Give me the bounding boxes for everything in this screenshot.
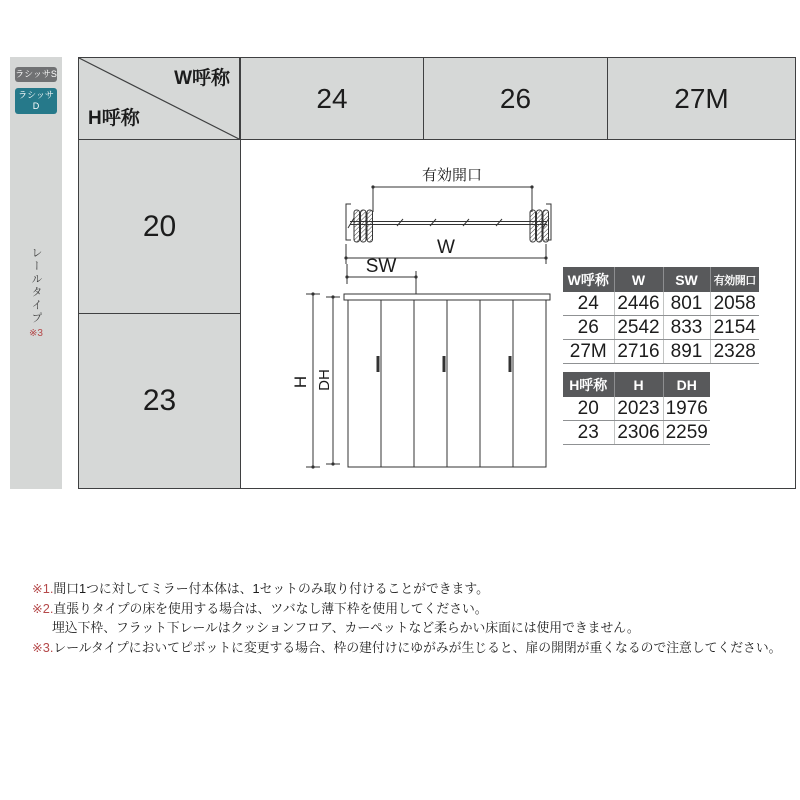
w-table-header: 有効開口 [710,267,759,292]
footnote-marker: ※3. [32,639,54,655]
table-cell: 26 [563,316,614,340]
matrix-row-20: 20 [78,139,241,314]
series-badge-lasissa-d[interactable]: ラシッサD [15,88,57,114]
table-cell: 2446 [614,292,663,316]
w-table-header: W [614,267,663,292]
matrix-row-23: 23 [78,313,241,489]
door-handle-icon [509,356,512,372]
elevation-view [306,292,550,468]
door-handle-icon [443,356,446,372]
table-cell: 2154 [710,316,759,340]
series-badge-lasissa-s[interactable]: ラシッサS [15,67,57,82]
footnote-2-continued [32,618,792,638]
table-cell: 833 [663,316,710,340]
w-spec-table [563,267,759,364]
footnote-text: 直張りタイプの床を使用する場合は、ツバなし薄下枠を使用してください。 [53,600,488,616]
footnote-3 [32,638,792,658]
footnote-text: レールタイプにおいてピボットに変更する場合、枠の建付けにゆがみが生じると、扉の開閉が重くなるので注意してください。 [53,639,782,655]
matrix-col-24: 24 [240,57,424,140]
matrix-corner-cell [78,57,240,140]
table-row [563,292,759,316]
table-cell: 2716 [614,340,663,364]
footnote-2 [32,599,792,619]
matrix-col-26: 26 [423,57,608,140]
w-table-header: W呼称 [563,267,614,292]
h-spec-table [563,372,710,445]
table-cell: 2058 [710,292,759,316]
table-cell: 1976 [663,397,710,421]
footnotes [32,579,792,657]
footnote-text: 埋込下枠、フラット下レールはクッションフロア、カーペットなど柔らかい床面には使用できません。 [52,620,640,635]
h-dimension-label: H [291,375,310,389]
table-cell: 2328 [710,340,759,364]
rail-type-note-ref: ※3 [29,328,43,339]
footnote-text: 間口1つに対してミラー付本体は、1セットのみ取り付けることができます。 [53,581,489,596]
rail-type-label: レールタイプ [30,247,42,325]
table-cell: 23 [563,421,614,445]
h-table-header: H呼称 [563,372,614,397]
footnote-1 [32,579,792,599]
table-row [563,397,710,421]
table-row [563,316,759,340]
h-axis-label: H呼称 [88,108,140,129]
product-series-sidebar [10,57,62,489]
table-cell: 801 [663,292,710,316]
table-cell: 2259 [663,421,710,445]
table-row [563,340,759,364]
table-cell: 24 [563,292,614,316]
table-cell: 2306 [614,421,663,445]
dh-dimension-label: DH [316,369,333,391]
table-cell: 27M [563,340,614,364]
matrix-col-27m: 27M [607,57,796,140]
table-cell: 2023 [614,397,663,421]
table-cell: 20 [563,397,614,421]
w-axis-label: W呼称 [174,68,230,89]
footnote-marker: ※1. [32,581,54,596]
table-cell: 2542 [614,316,663,340]
footnote-marker: ※2. [32,600,54,616]
table-row [563,421,710,445]
door-handle-icon [377,356,380,372]
w-dimension-label: W [437,237,455,258]
folded-panel-stack-right [530,210,549,242]
folded-panel-stack-left [354,210,373,242]
effective-opening-dimension-label: 有効開口 [421,167,483,184]
sw-dimension-label: SW [365,256,397,277]
w-table-header: SW [663,267,710,292]
h-table-header: H [614,372,663,397]
h-table-header: DH [663,372,710,397]
table-cell: 891 [663,340,710,364]
